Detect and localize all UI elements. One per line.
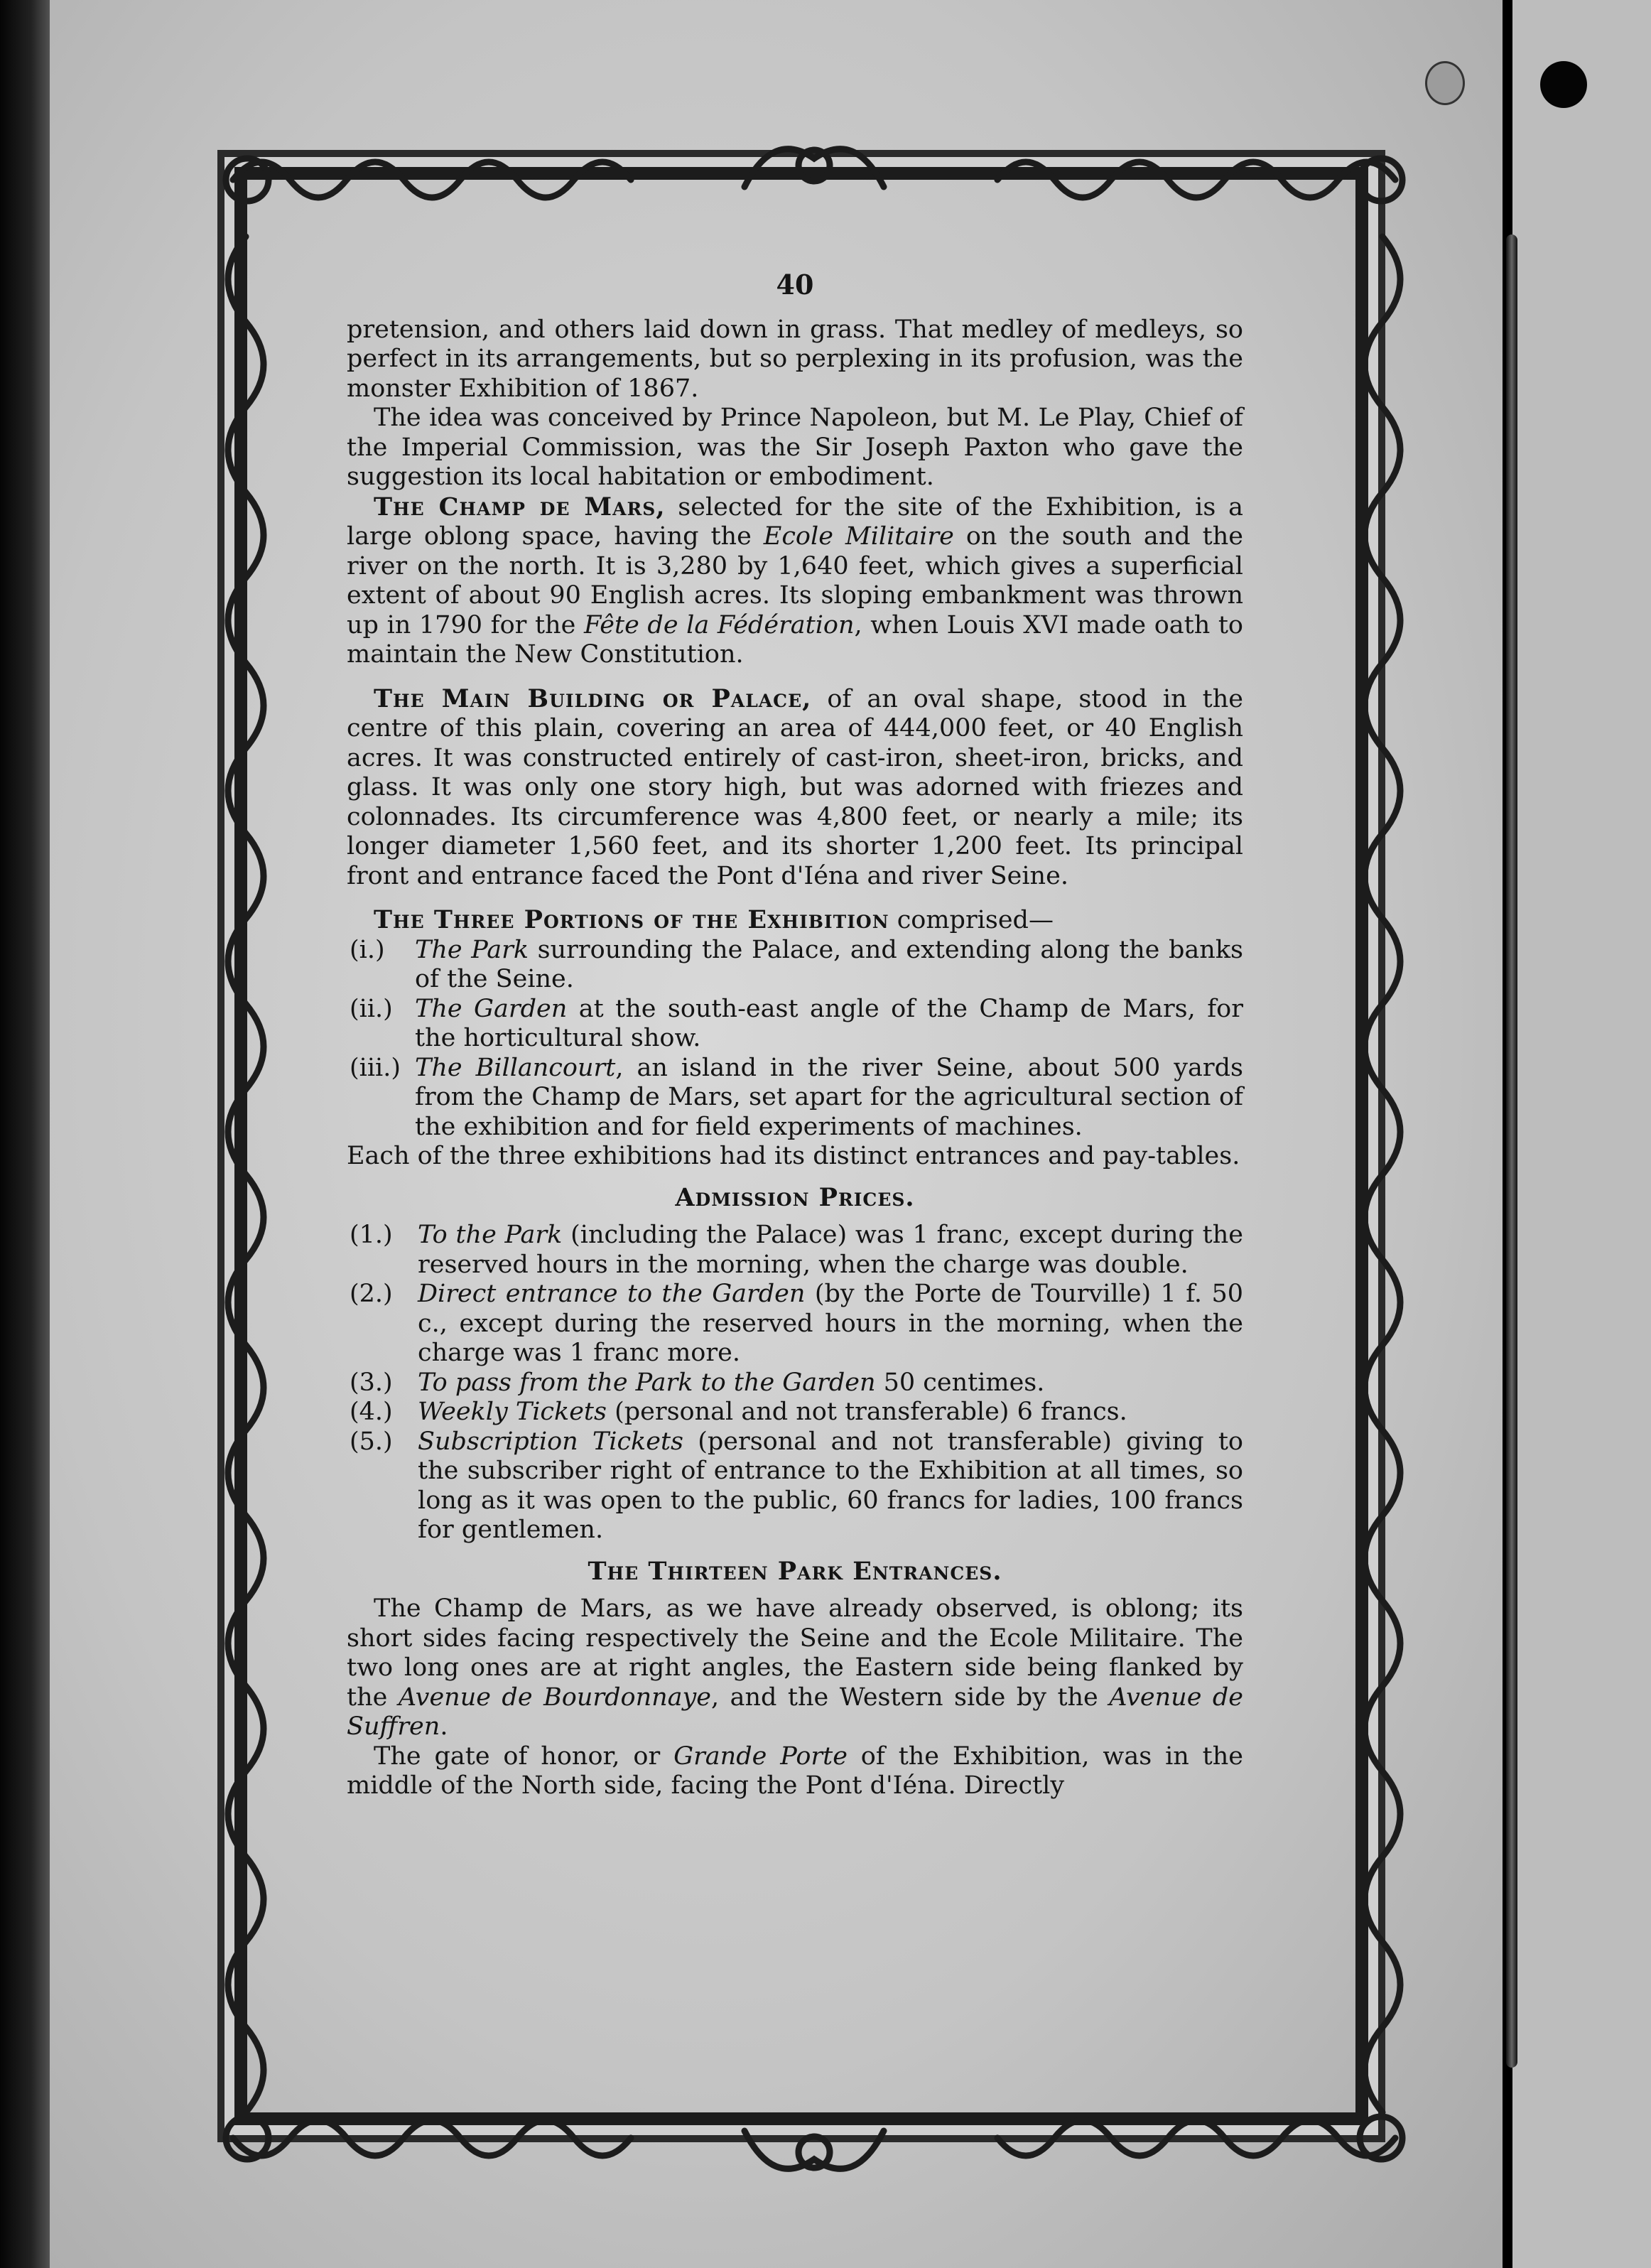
binding-strip (1506, 234, 1517, 2068)
three-portions-tail: comprised— (889, 906, 1054, 934)
list-item-name: Direct entrance to the Garden (418, 1280, 806, 1308)
list-item-body: 50 centimes. (875, 1368, 1045, 1397)
paragraph-idea: The idea was conceived by Prince Napoleon, but M. Le Play, Chief of the Imperial Commission, was the Sir Joseph Paxton who gave the suggestion its local habitation or embodiment. (347, 404, 1243, 491)
champ-text-1: selected for the site of the Exhibition, is a large oblong space, having the (347, 492, 1243, 551)
paragraph-champ-de-mars (347, 492, 1243, 670)
list-item-text (418, 1280, 1243, 1368)
paragraph-gate-of-honor (347, 1742, 1243, 1801)
list-item (347, 1221, 1243, 1280)
entrances-text-1: The Champ de Mars, as we have already observed, is oblong; its short sides facing respectively the Seine and the Ecole Militaire. The two long ones are at right angles, the Eastern side being flanked by the (347, 1594, 1243, 1712)
binding-hole-icon (1425, 61, 1465, 105)
list-item-text (415, 995, 1243, 1054)
list-item-name: To pass from the Park to the Garden (418, 1368, 876, 1397)
list-item-body: at the south-east angle of the Champ de Mars, for the horticultural show. (415, 994, 1243, 1052)
entrances-text-2: , and the Western side by the (711, 1683, 1110, 1712)
paragraph-champ-oblong (347, 1594, 1243, 1742)
paragraph-main-building (347, 684, 1243, 892)
gate-text-2: of the Exhibition, was in the middle of the North side, facing the Pont d'Iéna. Directly (347, 1742, 1243, 1800)
list-item-number: (2.) (350, 1280, 393, 1308)
champ-italic-2: Fête de la Fédération (583, 610, 855, 639)
champ-lead: The Champ de Mars, (374, 492, 666, 522)
list-item-body: surrounding the Palace, and extending along the banks of the Seine. (415, 935, 1243, 993)
list-item (347, 936, 1243, 995)
portions-list (347, 936, 1243, 1143)
paragraph-three-portions (347, 905, 1243, 936)
entrances-heading: The Thirteen Park Entrances. (588, 1556, 1002, 1586)
champ-italic-1: Ecole Militaire (763, 522, 954, 551)
list-item-body: (personal and not transferable) 6 francs. (606, 1398, 1127, 1426)
list-item (347, 995, 1243, 1054)
list-item-body: , an island in the river Seine, about 500 yards from the Champ de Mars, set apart for the agricultural section of the exhibition and for field experiments of machines. (415, 1053, 1243, 1141)
list-item-text (418, 1221, 1243, 1280)
list-item-body: (including the Palace) was 1 franc, except during the reserved hours in the morning, when the charge was double. (418, 1221, 1243, 1279)
list-item-name: The Park (415, 935, 529, 964)
list-item (347, 1280, 1243, 1368)
list-item-number: (ii.) (350, 994, 393, 1023)
champ-text-2: on the south and the river on the north. It is 3,280 by 1,640 feet, which gives a superficial extent of about 90 English acres. Its sloping embankment was thrown up in 1790 for the (347, 522, 1243, 639)
list-item-number: (i.) (350, 935, 385, 964)
list-item-number: (iii.) (350, 1053, 401, 1082)
book-edge-right (1503, 0, 1651, 2268)
main-building-lead: The Main Building or Palace, (374, 684, 812, 713)
entrances-italic-1: Avenue de Bourdonnaye (398, 1683, 712, 1712)
paragraph-intro: pretension, and others laid down in grass. That medley of medleys, so perfect in its arrangements, but so perplexing in its profusion, was the monster Exhibition of 1867. (347, 315, 1243, 403)
binding-hole-icon (1540, 61, 1587, 108)
list-item-text (418, 1398, 1243, 1427)
list-item (347, 1398, 1243, 1427)
list-item-number: (1.) (350, 1221, 393, 1249)
list-item-name: The Billancourt (415, 1053, 616, 1082)
admission-list (347, 1221, 1243, 1545)
paragraph-pay-tables: Each of the three exhibitions had its distinct entrances and pay-tables. (347, 1142, 1240, 1170)
entrances-text-3: . (440, 1712, 448, 1741)
entrances-italic-2: Avenue de Suffren (347, 1683, 1244, 1741)
list-item (347, 1368, 1243, 1398)
list-item-name: Weekly Tickets (418, 1398, 607, 1426)
list-item-number: (5.) (350, 1427, 393, 1456)
list-item-number: (3.) (350, 1368, 393, 1397)
page-text (347, 270, 1243, 1801)
main-building-text: of an oval shape, stood in the centre of this plain, covering an area of 444,000 feet, or 40 English acres. It was constructed entirely of cast-iron, sheet-iron, bricks, and glass. It was only one story high, but was adorned with friezes and colonnades. Its circumference was 4,800 feet, or nearly a mile; its longer diameter 1,560 feet, and its shorter 1,200 feet. Its principal front and entrance faced the Pont d'Iéna and river Seine. (347, 684, 1243, 890)
list-item-name: Subscription Tickets (418, 1427, 683, 1456)
list-item (347, 1054, 1243, 1143)
champ-text-3: , when Louis XVI made oath to maintain the New Constitution. (347, 610, 1243, 669)
list-item (347, 1427, 1243, 1545)
three-portions-lead: The Three Portions of the Exhibition (374, 905, 889, 934)
list-item-number: (4.) (350, 1398, 393, 1426)
page-number: 40 (776, 269, 814, 301)
admission-heading: Admission Prices. (675, 1182, 915, 1212)
list-item-name: The Garden (415, 994, 568, 1023)
list-item-text (415, 1054, 1243, 1143)
list-item-text (415, 936, 1243, 995)
list-item-body: (personal and not transferable) giving to the subscriber right of entrance to the Exhibition at all times, so long as it was open to the public, 60 francs for ladies, 100 francs for gentlemen. (418, 1427, 1243, 1544)
list-item-body: (by the Porte de Tourville) 1 f. 50 c., except during the reserved hours in the morning, when the charge was 1 franc more. (418, 1280, 1243, 1367)
gate-text-1: The gate of honor, or (374, 1742, 674, 1771)
list-item-text (418, 1427, 1243, 1545)
list-item-name: To the Park (418, 1221, 563, 1249)
gate-italic: Grande Porte (673, 1742, 848, 1771)
list-item-text (418, 1368, 1243, 1398)
